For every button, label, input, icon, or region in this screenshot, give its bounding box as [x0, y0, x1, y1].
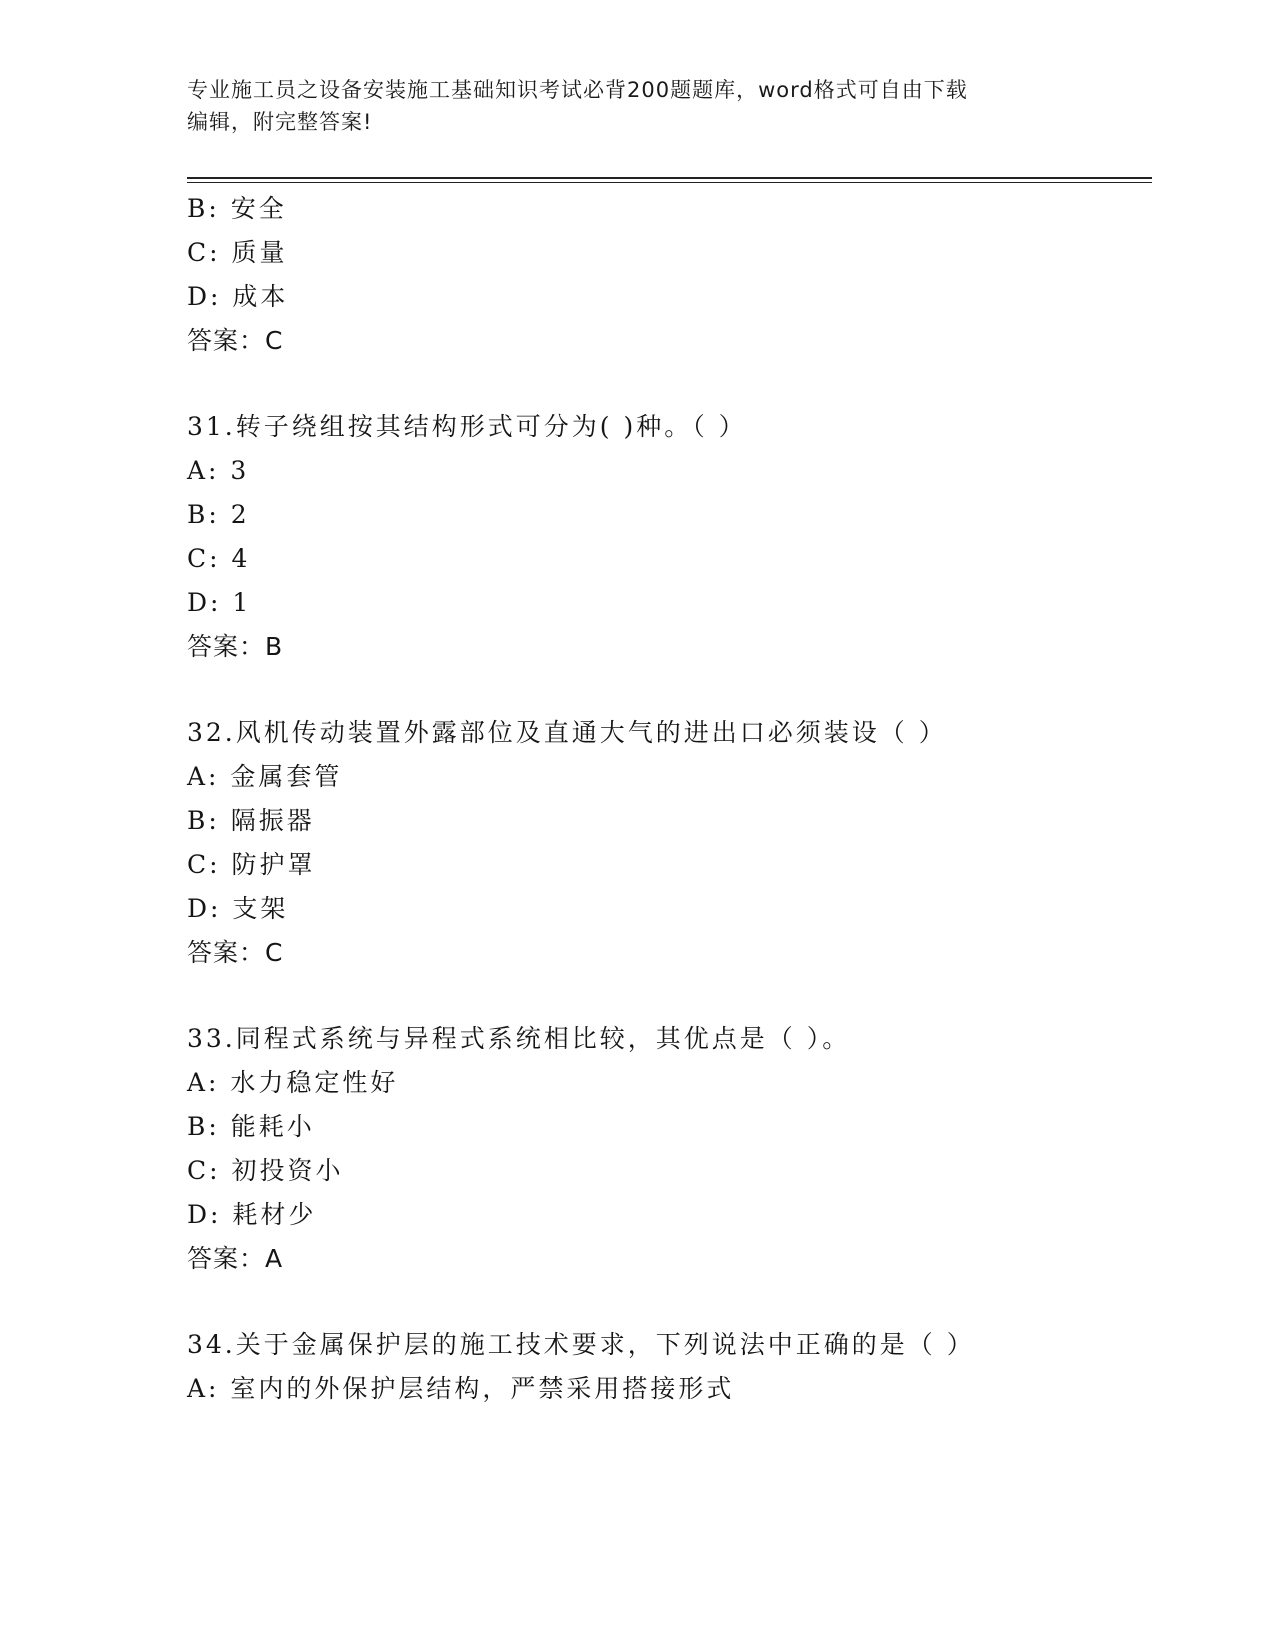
- q34-option-a: A: 室内的外保护层结构，严禁采用搭接形式: [187, 1374, 735, 1403]
- header-divider-thin: [187, 182, 1152, 183]
- q31-option-a: A: 3: [187, 456, 250, 485]
- header-title-line-2: 编辑，附完整答案!: [187, 110, 373, 134]
- q32-option-c: C: 防护罩: [187, 850, 316, 879]
- q33-option-c: C: 初投资小: [187, 1156, 344, 1185]
- q31-option-d: D: 1: [187, 588, 252, 617]
- q33-option-d: D: 耗材少: [187, 1200, 317, 1229]
- q31-answer: 答案：B: [187, 632, 284, 661]
- q31-question: 31.转子绕组按其结构形式可分为( )种。（ ）: [187, 412, 747, 441]
- document-header: [187, 74, 1067, 138]
- q33-option-b: B: 能耗小: [187, 1112, 315, 1141]
- q33-answer: 答案：A: [187, 1244, 284, 1273]
- q32-option-d: D: 支架: [187, 894, 289, 923]
- q30-option-d: D: 成本: [187, 282, 289, 311]
- q32-option-a: A: 金属套管: [187, 762, 343, 791]
- q32-answer: 答案：C: [187, 938, 284, 967]
- q33-question: 33.同程式系统与异程式系统相比较，其优点是（ ）。: [187, 1024, 851, 1053]
- header-divider: [187, 177, 1152, 179]
- q30-answer: 答案：C: [187, 326, 284, 355]
- q31-option-b: B: 2: [187, 500, 250, 529]
- q31-option-c: C: 4: [187, 544, 251, 573]
- q32-question: 32.风机传动装置外露部位及直通大气的进出口必须装设（ ）: [187, 718, 947, 747]
- q30-option-b: B: 安全: [187, 194, 287, 223]
- q34-question: 34.关于金属保护层的施工技术要求，下列说法中正确的是（ ）: [187, 1330, 975, 1359]
- q33-option-a: A: 水力稳定性好: [187, 1068, 399, 1097]
- q30-option-c: C: 质量: [187, 238, 288, 267]
- header-title-line-1: 专业施工员之设备安装施工基础知识考试必背200题题库，word格式可自由下载: [187, 78, 968, 102]
- q32-option-b: B: 隔振器: [187, 806, 315, 835]
